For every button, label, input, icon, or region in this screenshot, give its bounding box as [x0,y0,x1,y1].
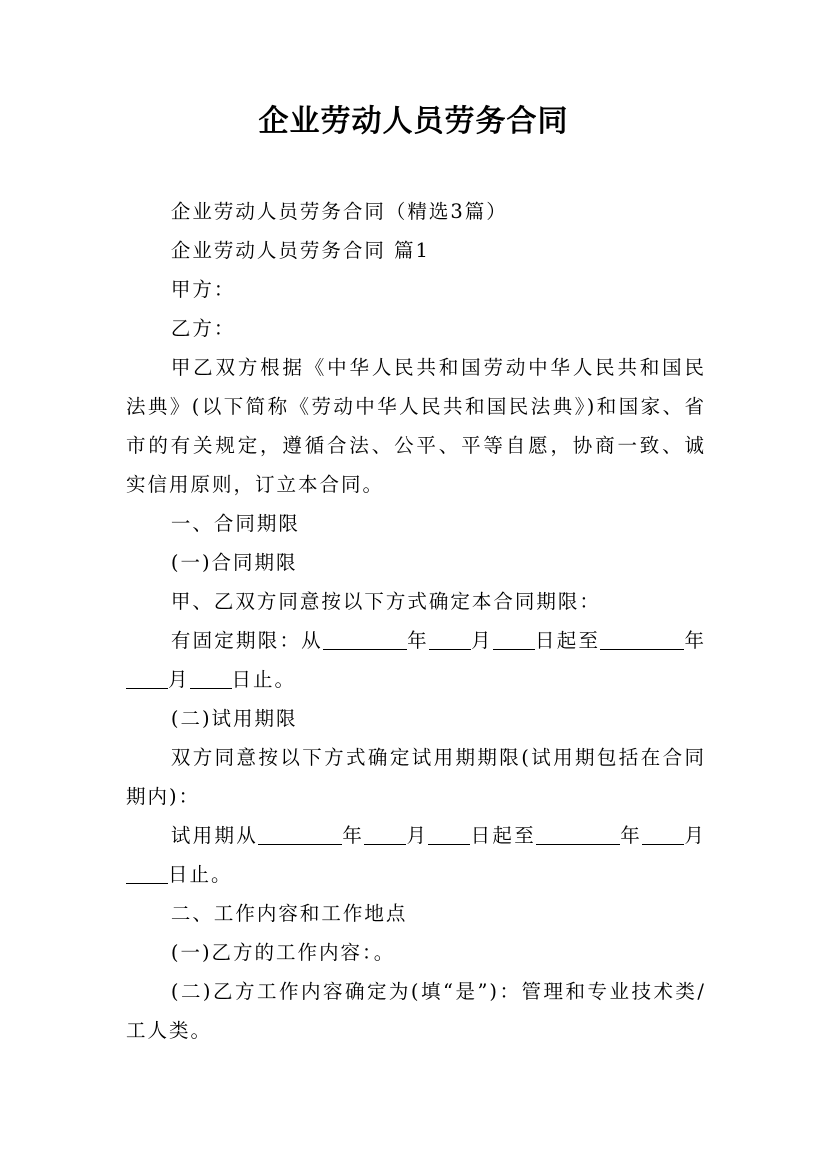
paragraph-work-type: (二)乙方工作内容确定为(填“是”)：管理和专业技术类/工人类。 [126,980,706,1042]
paragraph-section-heading: 企业劳动人员劳务合同 篇1 [170,239,430,262]
paragraph-party-a: 甲方： [170,278,236,301]
document-title: 企业劳动人员劳务合同 [258,104,569,139]
probation-year2-label: 年 [620,824,643,847]
paragraph-probation-period [126,816,706,894]
blank-probation-start-month [364,824,406,845]
paragraph-subheading-contract-term: (一)合同期限 [170,551,298,574]
paragraph-work-content: (一)乙方的工作内容：。 [170,941,396,964]
document-body [126,192,706,1050]
paragraph-subtitle: 企业劳动人员劳务合同（精选3篇） [170,200,508,223]
paragraph-fixed-term [126,621,706,699]
probation-day-from-label: 日起至 [470,824,536,847]
blank-probation-end-month [642,824,684,845]
fixed-term-year-label: 年 [406,629,429,652]
probation-year-label: 年 [342,824,365,847]
fixed-term-prefix: 有固定期限：从 [170,629,323,652]
blank-probation-end-day [126,863,168,884]
paragraph-preamble: 甲乙双方根据《中华人民共和国劳动中华人民共和国民法典》(以下简称《劳动中华人民共和国民法典》)和国家、省市的有关规定，遵循合法、公平、平等自愿，协商一致、诚实信用原则，订立本合同。 [126,356,706,496]
blank-probation-start-year [258,824,342,845]
paragraph-probation-intro: 双方同意按以下方式确定试用期期限(试用期包括在合同期内)： [126,746,706,808]
fixed-term-year2-label: 年 [684,629,706,652]
fixed-term-month-label: 月 [470,629,493,652]
blank-probation-start-day [428,824,470,845]
blank-start-day [493,629,535,650]
blank-end-day [190,668,232,689]
blank-start-month [429,629,471,650]
probation-month-label: 月 [406,824,429,847]
blank-start-year [323,629,407,650]
paragraph-heading-work: 二、工作内容和工作地点 [170,902,408,925]
paragraph-term-intro: 甲、乙双方同意按以下方式确定本合同期限： [170,590,601,613]
fixed-term-day-from-label: 日起至 [534,629,601,652]
fixed-term-month2-label: 月 [168,668,190,691]
blank-end-year [600,629,684,650]
blank-end-month [126,668,168,689]
probation-month2-label: 月 [684,824,706,847]
paragraph-heading-contract-term: 一、合同期限 [170,512,300,535]
paragraph-subheading-probation: (二)试用期限 [170,707,298,730]
blank-probation-end-year [536,824,620,845]
probation-prefix: 试用期从 [170,824,259,847]
probation-day-end-label: 日止。 [168,863,233,886]
paragraph-party-b: 乙方： [170,317,236,340]
fixed-term-day-end-label: 日止。 [231,668,297,691]
